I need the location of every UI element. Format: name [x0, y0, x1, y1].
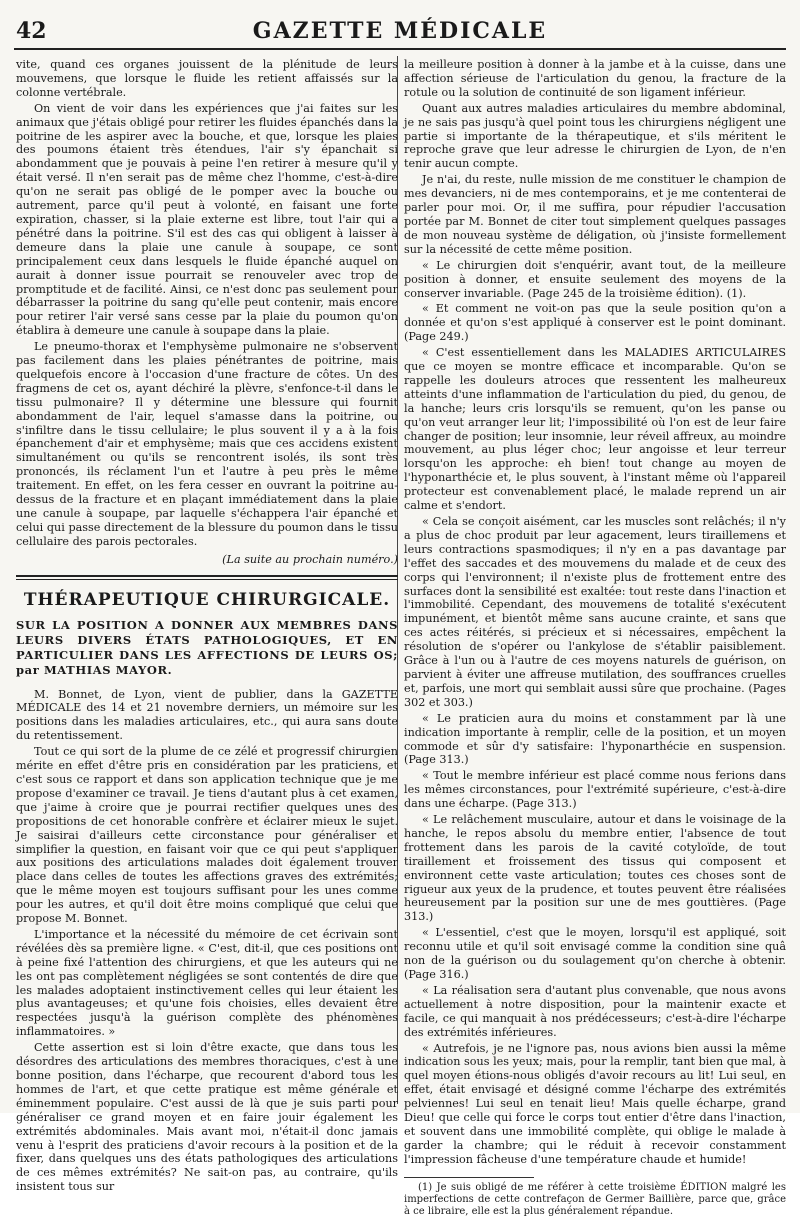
article-title: SUR LA POSITION A DONNER AUX MEMBRES DANS LEURS DIVERS ÉTATS PATHOLOGIQUES, ET EN PARTICULIER DANS LES AFFECTIONS DE LEURS OS; par MATHIAS MAYOR. [16, 617, 398, 677]
quote-paragraph: « Cela se conçoit aisément, car les muscles sont relâchés; il n'y a plus de choc produit par leur agacement, leurs tiraillemens et leurs contractions spasmodiques; il n'y en a pas davantage par l'effet des saccades et des mouvemens du malade et de ceux des corps qui l'environnent; il n'existe plus de frottement entre des surfaces dont la sensibilité est exaltée: tout reste dans l'inaction et l'immobilité. Cependant, des mouvemens de totalité s'exécutent impunément, et bientôt même sans aucune crainte, et sans que ces actes réitérés, si précieux et si nécessaires, empêchent la résolution de s'opérer ou l'ankylose de s'établir paisiblement. Grâce à l'un ou à l'autre de ces moyens naturels de guérison, on parvient à éviter une affreuse mutilation, des souffrances cruelles et, parfois, une mort qui semblait aussi sûre que prochaine. (Pages 302 et 303.) [404, 515, 786, 709]
page-number: 42 [16, 18, 47, 44]
quote-paragraph: « Le praticien aura du moins et constamment par là une indication importante à remplir, celle de la position, et un moyen commode et sûr d'y satisfaire: l'hyponarthécie en suspension. (Page 313.) [404, 711, 786, 767]
paragraph: Tout ce qui sort de la plume de ce zélé et progressif chirurgien mérite en effet d'être pris en considération par les praticiens, et c'est sous ce rapport et dans son application technique que je me propose d'examiner ce travail. Je tiens d'autant plus à cet examen, que j'aime à croire que je pourrai rectifier quelques unes des propositions de cet honorable confrère et éclairer mieux le sujet. Je saisirai d'ailleurs cette circonstance pour généraliser et simplifier la question, en faisant voir que ce qui peut s'appliquer aux positions des articulations malades doit également trouver place dans celles de toutes les affections graves des extrémités; que le même moyen est toujours suffisant pour les unes comme pour les autres, et qu'il doit être moins compliqué que celui que propose M. Bonnet. [16, 745, 398, 926]
paragraph: L'importance et la nécessité du mémoire de cet écrivain sont révélées dès sa première ligne. « C'est, dit-il, que ces positions ont à peine fixé l'attention des chirurgiens, et que les auteurs qui ne les ont pas complètement négligées se sont contentés de dire que les malades adoptaient instinctivement celles qui leur étaient les plus avantageuses; et qu'une fois choisies, elles devaient être respectées jusqu'à la guérison complète des phénomènes inflammatoires. » [16, 927, 398, 1039]
left-column [16, 58, 398, 1196]
quote-paragraph: « Le chirurgien doit s'enquérir, avant tout, de la meilleure position à donner, et ensuite seulement des moyens de la conserver invariable. (Page 245 de la troisième édition). (1). [404, 258, 786, 300]
quote-paragraph: « Et comment ne voit-on pas que la seule position qu'on a donnée et qu'on s'est appliqué à conserver est le point dominant. (Page 249.) [404, 302, 786, 344]
section-rule [16, 575, 398, 580]
right-column [404, 58, 786, 1220]
quote-paragraph: « C'est essentiellement dans les MALADIES ARTICULAIRES que ce moyen se montre efficace et incomparable. Qu'on se rappelle les douleurs atroces que ressentent les malheureux atteints d'une inflammation de l'articulation du pied, du genou, de la hanche; leurs cris lorsqu'ils se remuent, qu'on les panse ou qu'on veut arranger leur lit; l'impossibilité où l'on est de leur faire changer de position; leur insomnie, leur réveil affreux, au moindre mouvement, au plus léger choc; leur angoisse et leur terreur lorsqu'on les approche: eh bien! tout change au moyen de l'hyponarthécie et, le plus souvent, à l'instant même où l'appareil protecteur est convenablement placé, le malade reprend un air calme et s'endort. [404, 346, 786, 513]
masthead-title: GAZETTE MÉDICALE [252, 18, 548, 44]
quote-paragraph: « Le relâchement musculaire, autour et dans le voisinage de la hanche, le repos absolu du membre entier, l'absence de tout frottement dans les parois de la cavité cotyloïde, de tout tiraillement et froissement des tissus qui composent et environnent cette vaste articulation; toutes ces choses sont de rigueur aux yeux de la prudence, et toutes peuvent être réalisées heureusement par la position sur une de mes gouttières. (Page 313.) [404, 813, 786, 924]
section-title: THÉRAPEUTIQUE CHIRURGICALE. [23, 589, 391, 610]
paragraph: Quant aux autres maladies articulaires du membre abdominal, je ne sais pas jusqu'à quel point tous les chirurgiens négligent une partie si importante de la thérapeutique, et s'ils méritent le reproche grave que leur adresse le chirurgien de Lyon, de n'en tenir aucun compte. [404, 101, 786, 171]
paragraph: Le pneumo-thorax et l'emphysème pulmonaire ne s'observent pas facilement dans les plaies pénétrantes de poitrine, mais quelquefois encore à l'occasion d'une fracture de côtes. Un des fragmens de cet os, ayant déchiré la plèvre, s'enfonce-t-il dans le tissu pulmonaire? Il y détermine une blessure qui fournit abondamment de l'air, lequel s'amasse dans la poitrine, ou s'infiltre dans le tissu cellulaire; le plus souvent il y a à la fois épanchement d'air et emphysème; mais que ces accidens existent simultanément ou qu'ils se rencontrent isolés, ils sont très prononcés, ils réclament l'un et l'autre à peu près le même traitement. En effet, on les fera cesser en ouvrant la poitrine au-dessus de la fracture et en plaçant immédiatement dans la plaie une canule à soupape, par laquelle s'échappera l'air épanché et celui qui passe directement de la blessure du poumon dans le tissu cellulaire des parois pectorales. [16, 340, 398, 548]
footnote-rule [404, 1177, 534, 1178]
quote-paragraph: « Autrefois, je ne l'ignore pas, nous avions bien aussi la même indication sous les yeux; mais, pour la remplir, tant bien que mal, à quel moyen étions-nous obligés d'avoir recours au lit! Lui seul, en effet, était envisagé et désigné comme l'écharpe des extrémités pelviennes! Lui seul en tenait lieu! Mais quelle écharpe, grand Dieu! que celle qui force le corps tout entier d'être dans l'inaction, et souvent dans une immobilité complète, qui oblige le malade à garder la chambre; qui le réduit à recevoir constamment l'impression fâcheuse d'une température chaude et humide! [404, 1041, 786, 1166]
page-header [14, 10, 786, 50]
quote-paragraph: « Tout le membre inférieur est placé comme nous ferions dans les mêmes circonstances, pour l'extrémité supérieure, c'est-à-dire dans une écharpe. (Page 313.) [404, 769, 786, 811]
paragraph: Cette assertion est si loin d'être exacte, que dans tous les désordres des articulations des membres thoraciques, c'est à une bonne position, dans l'écharpe, que recourent d'abord tous les hommes de l'art, et que cette pratique est même générale et éminemment populaire. C'est aussi de là que je suis parti pour généraliser ce grand moyen et en faire jouir également les extrémités abdominales. Mais avant moi, n'était-il donc jamais venu à l'esprit des praticiens d'avoir recours à la position et de la fixer, dans quelques uns des états pathologiques des articulations de ces mêmes extrémités? Ne sait-on pas, au contraire, qu'ils insistent tous sur [16, 1041, 398, 1194]
quote-paragraph: « L'essentiel, c'est que le moyen, lorsqu'il est appliqué, soit reconnu utile et qu'il soit envisagé comme la condition sine quâ non de la guérison ou du soulagement qu'on cherche à obtenir. (Page 316.) [404, 926, 786, 981]
paragraph: vite, quand ces organes jouissent de la plénitude de leurs mouvemens, que lorsque le fluide les retient affaissés sur la colonne vertébrale. [16, 58, 398, 99]
paragraph: M. Bonnet, de Lyon, vient de publier, dans la GAZETTE MÉDICALE des 14 et 21 novembre derniers, un mémoire sur les positions dans les maladies articulaires, etc., qui aura sans doute du retentissement. [16, 687, 398, 743]
footnote: (1) Je suis obligé de me référer à cette troisième ÉDITION malgré les imperfections de cette contrefaçon de Germer Baillière, parce que, grâce à ce libraire, elle est la plus généralement répandue. [404, 1181, 786, 1217]
continued-note: (La suite au prochain numéro.) [222, 552, 398, 566]
paragraph: Je n'ai, du reste, nulle mission de me constituer le champion de mes devanciers, ni de mes contemporains, et je me contenterai de parler pour moi. Or, il me suffira, pour répudier l'accusation portée par M. Bonnet de citer tout simplement quelques passages de mon nouveau système de déligation, où j'insiste formellement sur la nécessité de cette même position. [404, 173, 786, 256]
paragraph: On vient de voir dans les expériences que j'ai faites sur les animaux que j'étais obligé pour retirer les fluides épanchés dans la poitrine de les aspirer avec la bouche, et que, lorsque les plaies des poumons étaient très étendues, l'air s'y épanchait si abondamment que je pouvais à peine l'en retirer à mesure qu'il y était versé. Il n'en serait pas de même chez l'homme, c'est-à-dire qu'on ne serait pas obligé de le pomper avec la bouche ou autrement, parce qu'il peut à volonté, en faisant une forte expiration, chasser, si la plaie externe est libre, tout l'air qui a pénétré dans la poitrine. S'il est des cas qui obligent à laisser à demeure dans la plaie une canule à soupape, ce sont principalement ceux dans lesquels le fluide épanché auquel on aurait à donner issue pourrait se renouveler avec trop de promptitude et de facilité. Ainsi, ce n'est donc pas seulement pour débarrasser la poitrine du sang qu'elle peut contenir, mais encore pour retirer l'air versé sans cesse par la plaie du poumon qu'on établira à demeure une canule à soupape dans la plaie. [16, 101, 398, 338]
paragraph: la meilleure position à donner à la jambe et à la cuisse, dans une affection sérieuse de l'articulation du genou, la fracture de la rotule ou la solution de continuité de son ligament inférieur. [404, 58, 786, 99]
quote-paragraph: « La réalisation sera d'autant plus convenable, que nous avons actuellement à notre disposition, pour la maintenir exacte et facile, ce qui manquait à nos prédécesseurs; c'est-à-dire l'écharpe des extrémités inférieures. [404, 983, 786, 1039]
